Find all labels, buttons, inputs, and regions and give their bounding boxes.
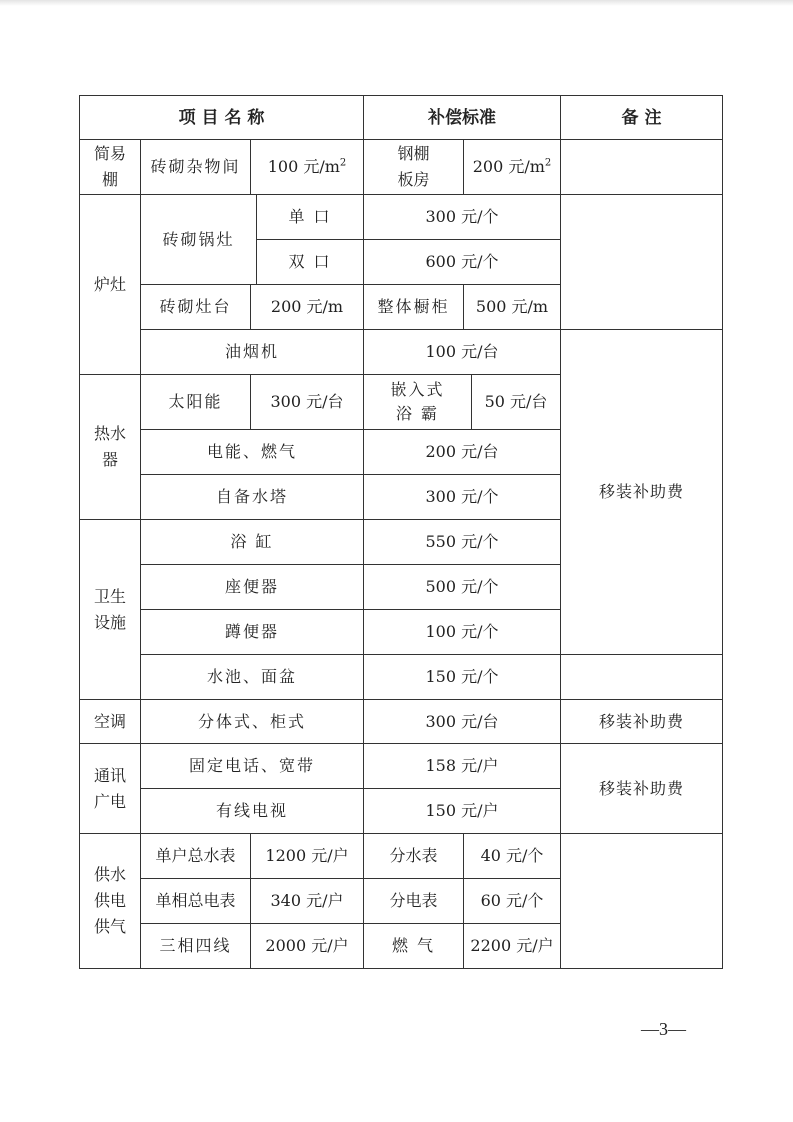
note-cell [561, 655, 723, 700]
value-cell: 500 元/个 [364, 565, 561, 610]
item-cell: 三相四线 [141, 924, 251, 969]
item-cell: 嵌入式浴 霸 [364, 375, 472, 430]
sub-item-cell: 单 口 [257, 195, 364, 240]
category-cell: 空调 [80, 700, 141, 744]
value-cell: 300 元/个 [364, 195, 561, 240]
header-standard: 补偿标准 [364, 96, 561, 140]
item-cell: 水池、面盆 [141, 655, 364, 700]
item-cell: 砖砌杂物间 [141, 140, 251, 195]
item-cell: 砖砌锅灶 [141, 195, 257, 285]
note-cell-moving: 移装补助费 [561, 744, 723, 834]
item-cell: 单相总电表 [141, 879, 251, 924]
item-cell: 分电表 [364, 879, 464, 924]
item-cell: 分水表 [364, 834, 464, 879]
item-cell: 燃 气 [364, 924, 464, 969]
item-cell: 自备水塔 [141, 475, 364, 520]
item-cell: 单户总水表 [141, 834, 251, 879]
value-cell: 2000 元/户 [251, 924, 364, 969]
value-cell: 550 元/个 [364, 520, 561, 565]
note-cell-moving: 移装补助费 [561, 330, 723, 655]
value-cell: 60 元/个 [464, 879, 561, 924]
value-cell: 500 元/m [464, 285, 561, 330]
note-cell-moving: 移装补助费 [561, 700, 723, 744]
note-cell [561, 140, 723, 195]
value-cell: 150 元/个 [364, 655, 561, 700]
value-cell: 50 元/台 [472, 375, 561, 430]
page-top-edge [0, 0, 793, 6]
table-row [80, 744, 723, 789]
value-cell: 100 元/个 [364, 610, 561, 655]
item-cell: 电能、燃气 [141, 430, 364, 475]
category-cell: 供水供电供气 [80, 834, 141, 969]
value-cell: 300 元/台 [364, 700, 561, 744]
item-cell: 蹲便器 [141, 610, 364, 655]
table-header-row [80, 96, 723, 140]
table-row [80, 700, 723, 744]
header-note: 备 注 [561, 96, 723, 140]
sub-item-cell: 双 口 [257, 240, 364, 285]
page-number: —3— [641, 1019, 686, 1039]
value-cell: 300 元/台 [251, 375, 364, 430]
value-cell: 2200 元/户 [464, 924, 561, 969]
table-row [80, 140, 723, 195]
value-cell: 300 元/个 [364, 475, 561, 520]
table-row [80, 655, 723, 700]
value-cell: 200 元$/m^2$ [464, 140, 561, 195]
value-cell: 150 元/户 [364, 789, 561, 834]
category-cell: 简易棚 [80, 140, 141, 195]
value-cell: 200 元/m [251, 285, 364, 330]
item-cell: 分体式、柜式 [141, 700, 364, 744]
table-row [80, 330, 723, 375]
item-cell: 钢棚板房 [364, 140, 464, 195]
category-cell: 热水器 [80, 375, 141, 520]
value-cell: 40 元/个 [464, 834, 561, 879]
item-cell: 有线电视 [141, 789, 364, 834]
value-cell: 340 元/户 [251, 879, 364, 924]
category-cell: 卫生设施 [80, 520, 141, 700]
item-cell: 固定电话、宽带 [141, 744, 364, 789]
note-cell [561, 834, 723, 969]
header-item: 项 目 名 称 [80, 96, 364, 140]
item-cell: 整体橱柜 [364, 285, 464, 330]
value-cell: 600 元/个 [364, 240, 561, 285]
value-cell: 200 元/台 [364, 430, 561, 475]
table-row [80, 834, 723, 879]
value-cell: 100 元/台 [364, 330, 561, 375]
value-cell: 1200 元/户 [251, 834, 364, 879]
table-row [80, 195, 723, 240]
value-cell: 158 元/户 [364, 744, 561, 789]
item-cell: 砖砌灶台 [141, 285, 251, 330]
compensation-table [79, 95, 723, 969]
item-cell: 浴 缸 [141, 520, 364, 565]
category-cell: 通讯广电 [80, 744, 141, 834]
item-cell: 太阳能 [141, 375, 251, 430]
item-cell: 油烟机 [141, 330, 364, 375]
item-cell: 座便器 [141, 565, 364, 610]
value-cell: 100 元$/m^2$ [251, 140, 364, 195]
note-cell [561, 195, 723, 330]
category-cell: 炉灶 [80, 195, 141, 375]
